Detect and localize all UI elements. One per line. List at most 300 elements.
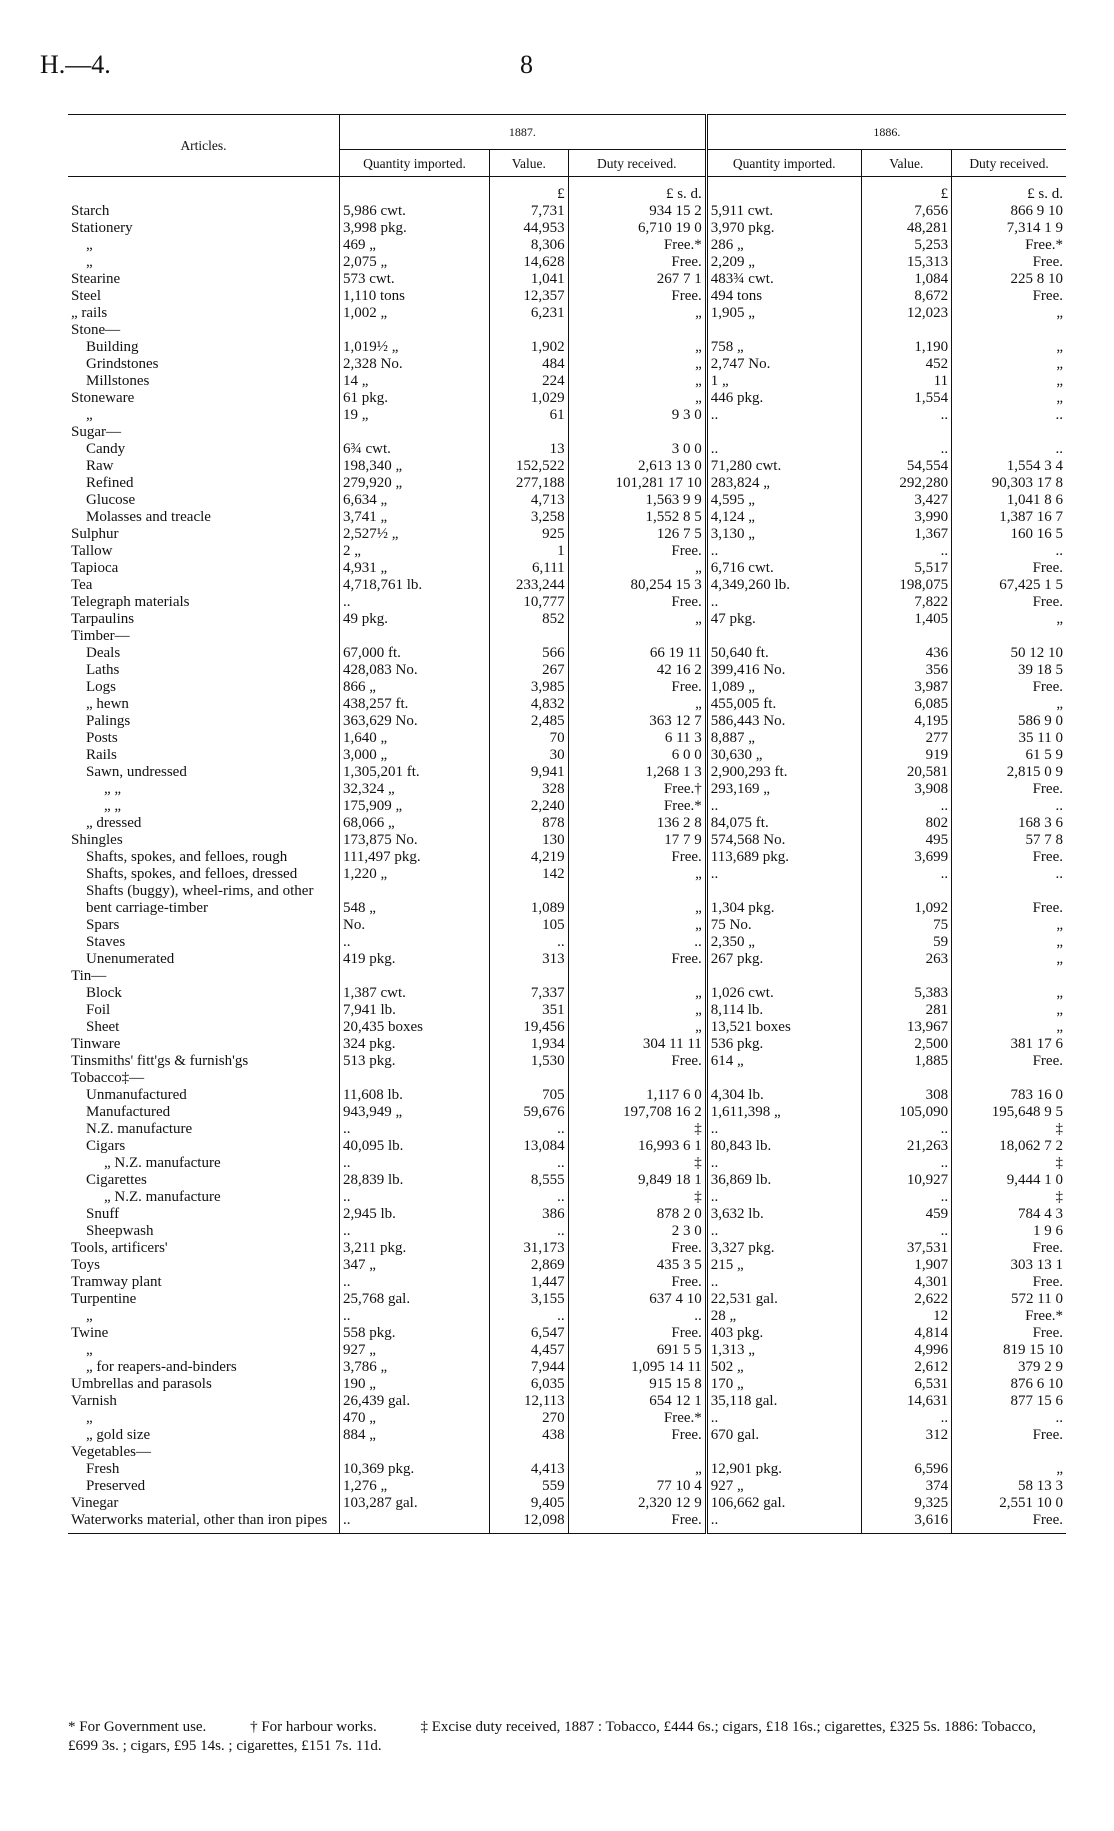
value-cell: 105,090 <box>861 1104 952 1121</box>
duty-cell: 9,849 18 1 <box>568 1172 706 1189</box>
article-cell: „ <box>86 1342 93 1358</box>
table-row <box>68 866 1066 883</box>
quantity-cell: 1,110 tons <box>340 288 490 305</box>
duty-cell: Free. <box>568 679 706 696</box>
table-row <box>68 730 1066 747</box>
quantity-cell: 513 pkg. <box>340 1053 490 1070</box>
article-cell: „ gold size <box>86 1427 151 1443</box>
article-cell: Umbrellas and parasols <box>71 1376 212 1392</box>
value-cell: 4,301 <box>861 1274 952 1291</box>
quantity-cell: 943,949 „ <box>340 1104 490 1121</box>
article-cell: Sheet <box>86 1019 120 1035</box>
quantity-cell: 758 „ <box>706 339 861 356</box>
article-cell: „ <box>86 1410 93 1426</box>
value-cell <box>861 424 952 441</box>
duty-cell: „ <box>568 1002 706 1019</box>
quantity-cell: .. <box>706 594 861 611</box>
quantity-cell: 363,629 No. <box>340 713 490 730</box>
article-cell: Preserved <box>86 1478 146 1494</box>
quantity-cell: 2,350 „ <box>706 934 861 951</box>
article-cell: „ hewn <box>86 696 129 712</box>
quantity-cell: 483¾ cwt. <box>706 271 861 288</box>
duty-cell: 915 15 8 <box>568 1376 706 1393</box>
quantity-cell: 1,019½ „ <box>340 339 490 356</box>
table-row <box>68 1155 1066 1172</box>
quantity-cell: .. <box>706 1223 861 1240</box>
duty-cell: 6,710 19 0 <box>568 220 706 237</box>
quantity-cell: 2,527½ „ <box>340 526 490 543</box>
value-cell: 6,547 <box>490 1325 569 1342</box>
unit-cell: £ s. d. <box>952 177 1066 204</box>
quantity-header-1886: Quantity imported. <box>706 150 861 177</box>
duty-cell: 877 15 6 <box>952 1393 1066 1410</box>
table-row <box>68 985 1066 1002</box>
duty-cell <box>568 968 706 985</box>
value-cell: 7,822 <box>861 594 952 611</box>
quantity-cell: .. <box>706 1274 861 1291</box>
article-cell: Spars <box>86 917 120 933</box>
table-row <box>68 1223 1066 1240</box>
quantity-cell: 19 „ <box>340 407 490 424</box>
quantity-cell: 293,169 „ <box>706 781 861 798</box>
article-cell: Posts <box>86 730 118 746</box>
duty-cell: 586 9 0 <box>952 713 1066 730</box>
quantity-cell: 20,435 boxes <box>340 1019 490 1036</box>
quantity-cell: 455,005 ft. <box>706 696 861 713</box>
table-row <box>68 832 1066 849</box>
value-cell: 484 <box>490 356 569 373</box>
duty-cell: Free.* <box>568 798 706 815</box>
quantity-cell: .. <box>706 407 861 424</box>
value-cell: 8,555 <box>490 1172 569 1189</box>
value-cell: 356 <box>861 662 952 679</box>
article-cell: Tramway plant <box>71 1274 162 1290</box>
table-row <box>68 1427 1066 1444</box>
quantity-cell: .. <box>706 543 861 560</box>
value-cell: 6,531 <box>861 1376 952 1393</box>
article-cell: Tinware <box>71 1036 121 1052</box>
duty-cell: „ <box>952 985 1066 1002</box>
value-cell <box>861 322 952 339</box>
article-cell: Tobacco‡— <box>71 1070 145 1086</box>
article-cell: Sulphur <box>71 526 119 542</box>
quantity-cell: 286 „ <box>706 237 861 254</box>
article-cell: Vegetables— <box>71 1444 151 1460</box>
article-cell: Raw <box>86 458 114 474</box>
value-cell: 3,155 <box>490 1291 569 1308</box>
value-cell: 386 <box>490 1206 569 1223</box>
value-cell: 54,554 <box>861 458 952 475</box>
table-row <box>68 1206 1066 1223</box>
duty-cell: Free. <box>568 849 706 866</box>
value-cell: 559 <box>490 1478 569 1495</box>
value-cell: 4,814 <box>861 1325 952 1342</box>
table-row <box>68 781 1066 798</box>
table-row <box>68 1240 1066 1257</box>
duty-cell: 1,552 8 5 <box>568 509 706 526</box>
article-cell: „ N.Z. manufacture <box>104 1155 221 1171</box>
quantity-cell: 7,941 lb. <box>340 1002 490 1019</box>
duty-cell: 168 3 6 <box>952 815 1066 832</box>
table-row <box>68 1444 1066 1461</box>
duty-cell: 61 5 9 <box>952 747 1066 764</box>
value-cell: 5,517 <box>861 560 952 577</box>
value-cell: 1,554 <box>861 390 952 407</box>
duty-cell: 1,041 8 6 <box>952 492 1066 509</box>
value-cell: 105 <box>490 917 569 934</box>
duty-cell: „ <box>952 917 1066 934</box>
value-cell: 313 <box>490 951 569 968</box>
duty-cell: Free. <box>952 849 1066 866</box>
value-cell: 263 <box>861 951 952 968</box>
duty-cell: „ <box>568 611 706 628</box>
quantity-cell: 470 „ <box>340 1410 490 1427</box>
article-cell: Grindstones <box>86 356 159 372</box>
value-cell: 1,084 <box>861 271 952 288</box>
quantity-cell <box>340 424 490 441</box>
duty-cell: .. <box>952 866 1066 883</box>
quantity-cell: 536 pkg. <box>706 1036 861 1053</box>
quantity-cell: 558 pkg. <box>340 1325 490 1342</box>
value-cell: 44,953 <box>490 220 569 237</box>
article-cell: Rails <box>86 747 117 763</box>
value-cell: .. <box>861 543 952 560</box>
table-row <box>68 560 1066 577</box>
value-cell: 3,908 <box>861 781 952 798</box>
quantity-cell: 40,095 lb. <box>340 1138 490 1155</box>
value-cell: 459 <box>861 1206 952 1223</box>
footnote-government: * For Government use. <box>68 1719 207 1735</box>
value-cell: 1,041 <box>490 271 569 288</box>
duty-cell: 136 2 8 <box>568 815 706 832</box>
quantity-cell <box>706 1070 861 1087</box>
duty-cell: Free. <box>568 543 706 560</box>
value-cell: 13 <box>490 441 569 458</box>
table-row <box>68 968 1066 985</box>
quantity-cell: 61 pkg. <box>340 390 490 407</box>
duty-cell: „ <box>568 985 706 1002</box>
value-cell: 10,777 <box>490 594 569 611</box>
duty-cell: 101,281 17 10 <box>568 475 706 492</box>
quantity-cell <box>340 322 490 339</box>
article-cell: N.Z. manufacture <box>86 1121 193 1137</box>
table-row <box>68 1087 1066 1104</box>
duty-cell: „ <box>952 1019 1066 1036</box>
duty-cell: 90,303 17 8 <box>952 475 1066 492</box>
duty-cell: 2 3 0 <box>568 1223 706 1240</box>
value-cell: 12 <box>861 1308 952 1325</box>
value-cell: 802 <box>861 815 952 832</box>
table-row <box>68 441 1066 458</box>
value-cell: .. <box>861 798 952 815</box>
value-cell: 925 <box>490 526 569 543</box>
quantity-cell <box>340 628 490 645</box>
quantity-cell: 30,630 „ <box>706 747 861 764</box>
article-cell: Stearine <box>71 271 121 287</box>
article-cell: Varnish <box>71 1393 117 1409</box>
value-cell: 10,927 <box>861 1172 952 1189</box>
table-row <box>68 645 1066 662</box>
duty-cell: 1,095 14 11 <box>568 1359 706 1376</box>
article-cell: Unmanufactured <box>86 1087 187 1103</box>
duty-cell: 363 12 7 <box>568 713 706 730</box>
table-row <box>68 458 1066 475</box>
duty-cell: 876 6 10 <box>952 1376 1066 1393</box>
quantity-cell: 3,998 pkg. <box>340 220 490 237</box>
duty-cell: .. <box>952 407 1066 424</box>
article-cell: Shafts, spokes, and felloes, dressed <box>86 866 298 882</box>
article-cell: Sugar— <box>71 424 121 440</box>
table-row <box>68 1019 1066 1036</box>
table-row <box>68 1002 1066 1019</box>
quantity-cell <box>706 628 861 645</box>
duty-cell: Free. <box>568 1427 706 1444</box>
quantity-cell <box>340 968 490 985</box>
value-cell: 48,281 <box>861 220 952 237</box>
duty-cell <box>952 322 1066 339</box>
quantity-cell: 5,911 cwt. <box>706 203 861 220</box>
duty-cell: Free. <box>952 1427 1066 1444</box>
duty-cell: 17 7 9 <box>568 832 706 849</box>
quantity-cell: 3,741 „ <box>340 509 490 526</box>
duty-cell: Free. <box>952 1240 1066 1257</box>
table-row <box>68 509 1066 526</box>
value-cell: 6,035 <box>490 1376 569 1393</box>
quantity-cell: 324 pkg. <box>340 1036 490 1053</box>
value-cell: 7,731 <box>490 203 569 220</box>
value-cell: 495 <box>861 832 952 849</box>
value-cell: 1,367 <box>861 526 952 543</box>
value-cell: 267 <box>490 662 569 679</box>
duty-cell: 3 0 0 <box>568 441 706 458</box>
value-cell: 233,244 <box>490 577 569 594</box>
duty-cell: 67,425 1 5 <box>952 577 1066 594</box>
duty-cell: 1,117 6 0 <box>568 1087 706 1104</box>
value-cell: .. <box>861 1155 952 1172</box>
quantity-cell: 1,220 „ <box>340 866 490 883</box>
value-cell: 1,190 <box>861 339 952 356</box>
duty-cell: 866 9 10 <box>952 203 1066 220</box>
value-cell: 37,531 <box>861 1240 952 1257</box>
quantity-cell: 4,349,260 lb. <box>706 577 861 594</box>
value-cell: 277 <box>861 730 952 747</box>
table-row <box>68 679 1066 696</box>
duty-cell: 934 15 2 <box>568 203 706 220</box>
article-cell: „ „ <box>104 781 122 797</box>
quantity-cell: 586,443 No. <box>706 713 861 730</box>
table-row <box>68 883 1066 917</box>
article-cell: Tarpaulins <box>71 611 135 627</box>
duty-cell: 783 16 0 <box>952 1087 1066 1104</box>
duty-cell <box>952 1444 1066 1461</box>
duty-cell <box>568 1070 706 1087</box>
unit-row <box>68 177 1066 204</box>
duty-cell: 39 18 5 <box>952 662 1066 679</box>
duty-cell: .. <box>952 1410 1066 1427</box>
table-row <box>68 203 1066 220</box>
value-cell: 30 <box>490 747 569 764</box>
duty-cell: Free. <box>952 560 1066 577</box>
duty-cell: „ <box>568 1461 706 1478</box>
duty-cell: „ <box>952 339 1066 356</box>
value-cell: 13,084 <box>490 1138 569 1155</box>
quantity-cell: 10,369 pkg. <box>340 1461 490 1478</box>
article-cell: „ rails <box>71 305 108 321</box>
quantity-cell: 8,887 „ <box>706 730 861 747</box>
value-cell <box>861 968 952 985</box>
quantity-cell: 198,340 „ <box>340 458 490 475</box>
quantity-cell: 80,843 lb. <box>706 1138 861 1155</box>
quantity-cell: 215 „ <box>706 1257 861 1274</box>
value-cell: .. <box>490 1223 569 1240</box>
value-cell: 14,631 <box>861 1393 952 1410</box>
duty-cell: ‡ <box>952 1155 1066 1172</box>
duty-cell: 2,613 13 0 <box>568 458 706 475</box>
quantity-cell: 267 pkg. <box>706 951 861 968</box>
table-row <box>68 1274 1066 1291</box>
table-row <box>68 747 1066 764</box>
table-row <box>68 1512 1066 1534</box>
quantity-cell: 25,768 gal. <box>340 1291 490 1308</box>
quantity-cell: 2,075 „ <box>340 254 490 271</box>
quantity-cell: 2 „ <box>340 543 490 560</box>
table-row <box>68 1138 1066 1155</box>
article-cell: Fresh <box>86 1461 120 1477</box>
duty-cell: „ <box>568 560 706 577</box>
value-cell: .. <box>490 1155 569 1172</box>
quantity-cell: 173,875 No. <box>340 832 490 849</box>
value-cell: 14,628 <box>490 254 569 271</box>
article-cell: Refined <box>86 475 134 491</box>
duty-cell: .. <box>952 798 1066 815</box>
duty-cell: 1,387 16 7 <box>952 509 1066 526</box>
table-row <box>68 543 1066 560</box>
value-cell: .. <box>490 1189 569 1206</box>
value-cell: 3,258 <box>490 509 569 526</box>
duty-cell: 819 15 10 <box>952 1342 1066 1359</box>
table-row <box>68 1257 1066 1274</box>
value-cell: .. <box>861 1189 952 1206</box>
value-cell: 152,522 <box>490 458 569 475</box>
quantity-cell: 35,118 gal. <box>706 1393 861 1410</box>
article-cell: Block <box>86 985 122 1001</box>
value-cell: 878 <box>490 815 569 832</box>
quantity-cell: 1,640 „ <box>340 730 490 747</box>
duty-cell <box>952 968 1066 985</box>
duty-cell: 1,563 9 9 <box>568 492 706 509</box>
article-cell: „ N.Z. manufacture <box>104 1189 221 1205</box>
quantity-cell: 347 „ <box>340 1257 490 1274</box>
value-cell: 277,188 <box>490 475 569 492</box>
duty-cell: .. <box>952 543 1066 560</box>
table-row <box>68 1172 1066 1189</box>
duty-cell: „ <box>568 696 706 713</box>
quantity-cell: 1,387 cwt. <box>340 985 490 1002</box>
duty-cell: 1,554 3 4 <box>952 458 1066 475</box>
value-cell: 1,934 <box>490 1036 569 1053</box>
duty-cell: „ <box>568 1019 706 1036</box>
duty-cell: .. <box>952 441 1066 458</box>
value-cell: 2,622 <box>861 1291 952 1308</box>
article-cell: Foil <box>86 1002 111 1018</box>
value-cell: 328 <box>490 781 569 798</box>
value-cell: .. <box>490 1308 569 1325</box>
quantity-cell: 170 „ <box>706 1376 861 1393</box>
article-cell: Shingles <box>71 832 123 848</box>
article-cell: „ <box>86 407 93 423</box>
quantity-cell: .. <box>706 866 861 883</box>
duty-cell: „ <box>952 373 1066 390</box>
article-cell: Twine <box>71 1325 109 1341</box>
unit-cell: £ <box>490 177 569 204</box>
quantity-cell: 2,328 No. <box>340 356 490 373</box>
value-cell: 3,699 <box>861 849 952 866</box>
value-cell <box>490 628 569 645</box>
duty-cell: Free.* <box>568 237 706 254</box>
quantity-cell: 71,280 cwt. <box>706 458 861 475</box>
year-1886-header: 1886. <box>706 115 1066 150</box>
table-row <box>68 254 1066 271</box>
quantity-cell: 6,634 „ <box>340 492 490 509</box>
article-cell: Staves <box>86 934 126 950</box>
value-cell <box>861 1070 952 1087</box>
value-cell: 4,832 <box>490 696 569 713</box>
duty-cell <box>568 322 706 339</box>
duty-cell <box>952 1070 1066 1087</box>
quantity-cell: .. <box>340 1223 490 1240</box>
quantity-cell <box>706 424 861 441</box>
quantity-cell: 6¾ cwt. <box>340 441 490 458</box>
value-cell: 4,195 <box>861 713 952 730</box>
article-cell: Cigars <box>86 1138 126 1154</box>
table-row <box>68 611 1066 628</box>
value-cell: 852 <box>490 611 569 628</box>
value-cell: 4,413 <box>490 1461 569 1478</box>
quantity-cell: 3,000 „ <box>340 747 490 764</box>
article-cell: Vinegar <box>71 1495 119 1511</box>
duty-cell: 195,648 9 5 <box>952 1104 1066 1121</box>
value-cell: 3,987 <box>861 679 952 696</box>
value-cell: 75 <box>861 917 952 934</box>
duty-cell: 1 9 6 <box>952 1223 1066 1240</box>
year-1887-header: 1887. <box>340 115 707 150</box>
duty-cell: „ <box>952 951 1066 968</box>
value-cell: 4,996 <box>861 1342 952 1359</box>
table-row <box>68 1053 1066 1070</box>
quantity-cell: 4,718,761 lb. <box>340 577 490 594</box>
table-row <box>68 1189 1066 1206</box>
value-cell: 2,485 <box>490 713 569 730</box>
value-cell <box>490 424 569 441</box>
table-row <box>68 407 1066 424</box>
table-row <box>68 1495 1066 1512</box>
quantity-cell: .. <box>340 1308 490 1325</box>
quantity-cell: 419 pkg. <box>340 951 490 968</box>
article-cell: Tools, artificers' <box>71 1240 168 1256</box>
value-cell: 11 <box>861 373 952 390</box>
quantity-cell: 3,130 „ <box>706 526 861 543</box>
quantity-cell: 1,276 „ <box>340 1478 490 1495</box>
duty-cell <box>568 1444 706 1461</box>
article-cell: Logs <box>86 679 116 695</box>
quantity-cell: 36,869 lb. <box>706 1172 861 1189</box>
table-row <box>68 917 1066 934</box>
duty-cell: .. <box>568 1308 706 1325</box>
duty-cell <box>952 628 1066 645</box>
quantity-cell: 494 tons <box>706 288 861 305</box>
quantity-cell: 103,287 gal. <box>340 1495 490 1512</box>
quantity-cell: 866 „ <box>340 679 490 696</box>
